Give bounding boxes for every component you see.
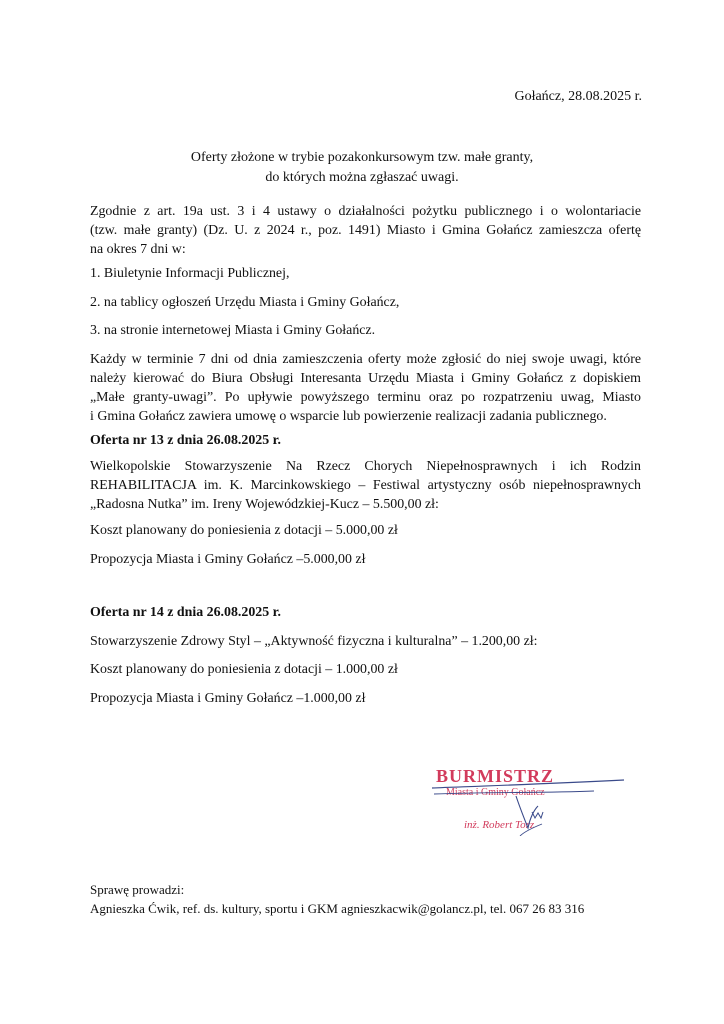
offer-13-cost: Koszt planowany do poniesienia z dotacji – 5.000,00 zł bbox=[90, 523, 398, 538]
offer-13-proposal: Propozycja Miasta i Gminy Gołańcz –5.000,00 zł bbox=[90, 552, 366, 567]
mayor-stamp bbox=[424, 766, 634, 836]
intro-line: (tzw. małe granty) (Dz. U. z 2024 r., poz. 1491) Miasto i Gmina Gołańcz zamieszcza ofertę bbox=[90, 223, 641, 238]
stamp-title: BURMISTRZ bbox=[436, 766, 555, 786]
footer bbox=[90, 880, 584, 918]
intro-paragraph bbox=[90, 202, 641, 259]
offer-14-description: Stowarzyszenie Zdrowy Styl – „Aktywność fizyczna i kulturalna” – 1.200,00 zł: bbox=[90, 634, 538, 649]
offer-13-heading: Oferta nr 13 z dnia 26.08.2025 r. bbox=[90, 433, 281, 448]
stamp-name: inż. Robert Torz bbox=[464, 819, 535, 831]
footer-contact: Agnieszka Ćwik, ref. ds. kultury, sportu i GKM agnieszkacwik@golancz.pl, tel. 067 26 83 316 bbox=[90, 901, 585, 916]
list-item: 1. Biuletynie Informacji Publicznej, bbox=[90, 266, 290, 281]
offer-13-line: REHABILITACJA im. K. Marcinkowskiego – Festiwal artystyczny osób niepełnosprawnych bbox=[90, 478, 641, 493]
offer-14-cost: Koszt planowany do poniesienia z dotacji – 1.000,00 zł bbox=[90, 662, 398, 677]
footer-label: Sprawę prowadzi: bbox=[90, 882, 185, 897]
list-item: 2. na tablicy ogłoszeń Urzędu Miasta i Gminy Gołańcz, bbox=[90, 295, 400, 310]
offer-13-description bbox=[90, 457, 641, 514]
document-title bbox=[90, 148, 634, 188]
stamp-subtitle: Miasta i Gminy Gołańcz bbox=[446, 787, 545, 798]
notice-line: należy kierować do Biura Obsługi Interesanta Urzędu Miasta i Gminy Gołańcz z dopiskiem bbox=[90, 371, 641, 386]
offer-13-line: Wielkopolskie Stowarzyszenie Na Rzecz Chorych Niepełnosprawnych i ich Rodzin bbox=[90, 459, 641, 474]
notice-line: „Małe granty-uwagi”. Po upływie powyższego terminu oraz po rozpatrzeniu uwag, Miasto bbox=[90, 390, 641, 405]
notice-paragraph bbox=[90, 350, 641, 426]
title-line-2: do których można zgłaszać uwagi. bbox=[265, 170, 459, 185]
notice-line: Każdy w terminie 7 dni od dnia zamieszczenia oferty może zgłosić do niej swoje uwagi, które bbox=[90, 352, 641, 367]
intro-line: na okres 7 dni w: bbox=[90, 242, 186, 257]
offer-14-heading: Oferta nr 14 z dnia 26.08.2025 r. bbox=[90, 605, 281, 620]
document-date: Gołańcz, 28.08.2025 r. bbox=[514, 89, 642, 104]
offer-13-line: „Radosna Nutka” im. Ireny Wojewódzkiej-Kucz – 5.500,00 zł: bbox=[90, 497, 439, 512]
intro-line: Zgodnie z art. 19a ust. 3 i 4 ustawy o działalności pożytku publicznego i o wolontariacie bbox=[90, 204, 641, 219]
title-line-1: Oferty złożone w trybie pozakonkursowym tzw. małe granty, bbox=[190, 150, 534, 165]
signature bbox=[424, 766, 634, 836]
notice-line: i Gmina Gołańcz zawiera umowę o wsparcie lub powierzenie realizacji zadania publicznego. bbox=[90, 409, 607, 424]
offer-14-proposal: Propozycja Miasta i Gminy Gołańcz –1.000,00 zł bbox=[90, 691, 366, 706]
list-item: 3. na stronie internetowej Miasta i Gminy Gołańcz. bbox=[90, 323, 376, 338]
